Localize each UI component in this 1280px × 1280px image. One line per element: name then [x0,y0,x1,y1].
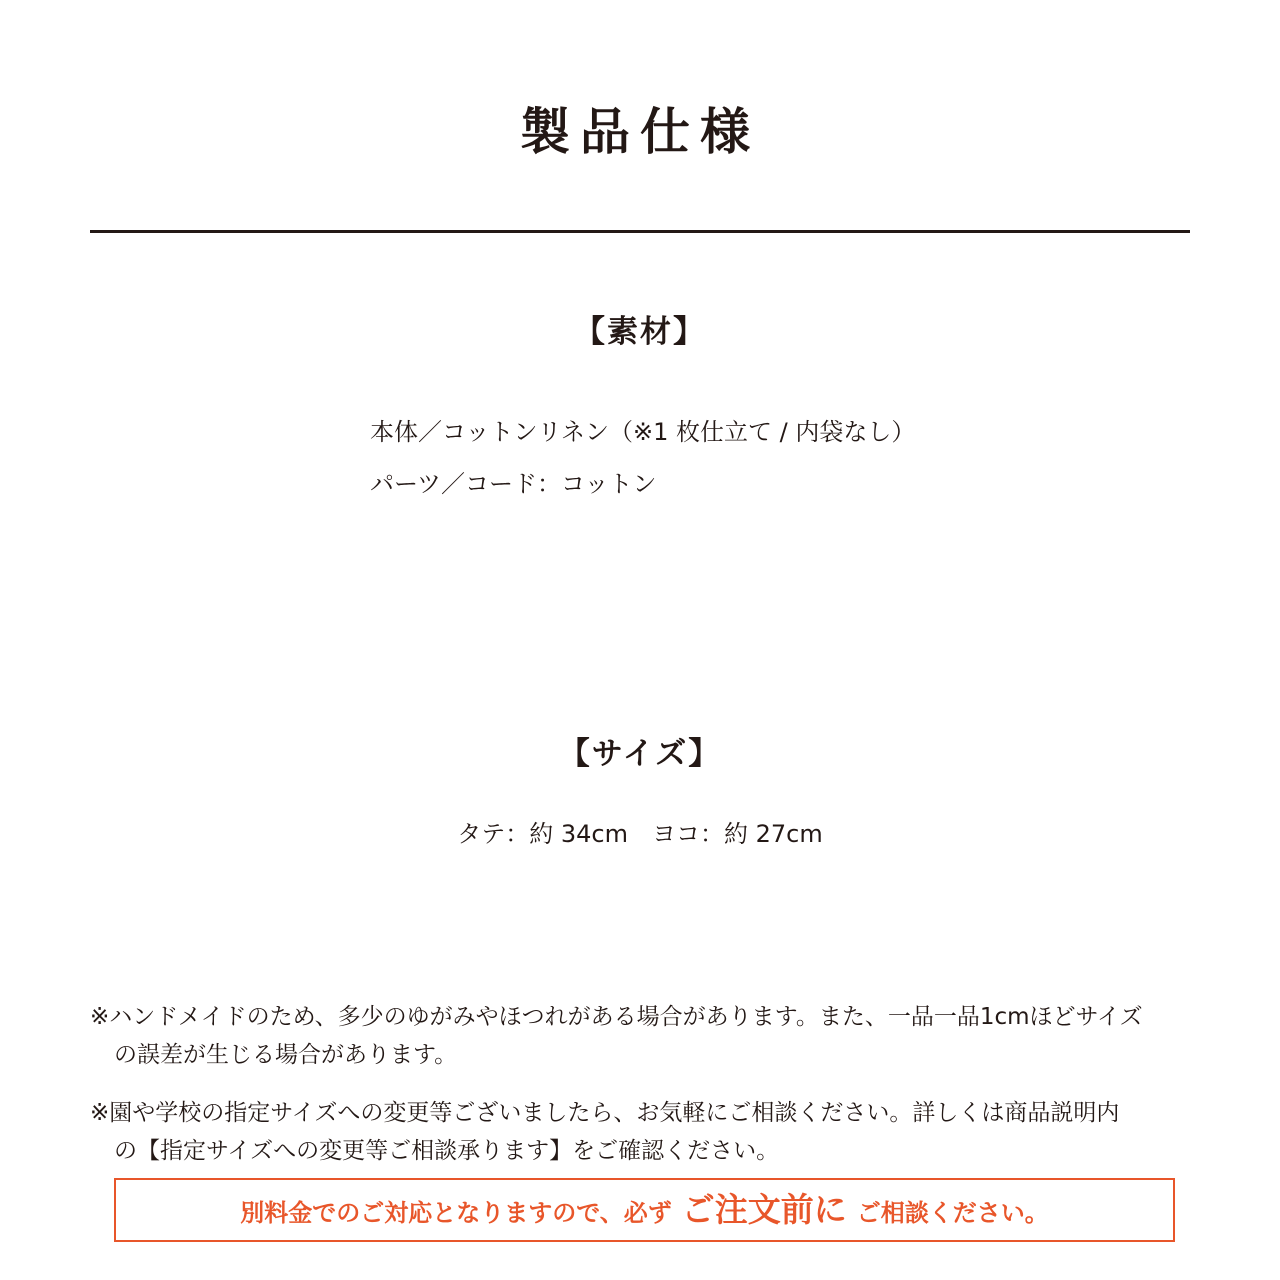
handmade-note-line-2: の誤差が生じる場合があります。 [114,1042,458,1068]
handmade-note-line-1: ※ハンドメイドのため、多少のゆがみやほつれがある場合があります。また、一品一品1cmほどサイズ [90,1004,1143,1030]
material-list [370,406,1170,510]
material-body-line: 本体／コットンリネン（※1 枚仕立て / 内袋なし） [370,418,916,446]
size-dimensions: タテ：約 34cm ヨコ：約 27cm [457,820,823,848]
page-title: 製品仕様 [520,103,760,161]
title-divider [90,230,1190,233]
material-parts-line: パーツ／コード：コットン [370,470,657,498]
extra-fee-notice [114,1178,1175,1242]
custom-size-note-line-1: ※園や学校の指定サイズへの変更等ございましたら、お気軽にご相談ください。詳しくは商品説明内 [90,1100,1120,1126]
notice-text-before: 別料金でのご対応となりますので、必ず [240,1199,672,1227]
material-heading: 【素材】 [574,314,706,350]
handmade-note [90,998,1200,1074]
notice-text-after: ご相談ください。 [856,1199,1049,1227]
size-heading: 【サイズ】 [558,736,722,772]
custom-size-note [90,1094,1200,1170]
custom-size-note-line-2: の【指定サイズへの変更等ご相談承ります】をご確認ください。 [114,1138,780,1164]
notice-emphasis: ご注文前に [681,1190,847,1229]
